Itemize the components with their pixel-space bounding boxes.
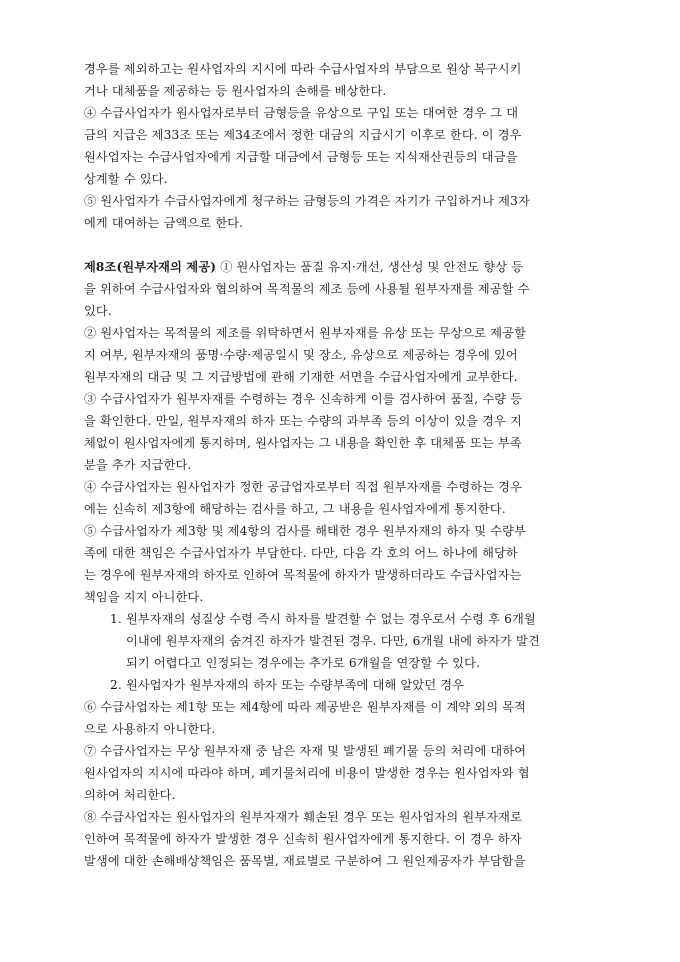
list-item-1-cont: 이내에 원부자재의 숨겨진 하자가 발견된 경우. 다만, 6개월 내에 하자가 발견 <box>126 634 540 648</box>
list-item-1: 1. 원부자재의 성질상 수령 즉시 하자를 발견할 수 없는 경우로서 수령 후 6개월 <box>110 612 536 626</box>
text-line: 지 여부, 원부자재의 품명·수량·제공일시 및 장소, 유상으로 제공하는 경우에 있어 <box>84 348 518 362</box>
text-line: 을 확인한다. 만일, 원부자재의 하자 또는 수량의 과부족 등의 이상이 있을 경우 지 <box>84 414 522 428</box>
text-line: ⑥ 수급사업자는 제1항 또는 제4항에 따라 제공받은 원부자재를 이 계약 외의 목적 <box>84 700 527 714</box>
text-line: 원사업자는 수급사업자에게 지급할 대금에서 금형등 또는 지식재산권등의 대금을 <box>84 150 518 164</box>
list-item-2: 2. 원사업자가 원부자재의 하자 또는 수량부족에 대해 알았던 경우 <box>110 678 465 692</box>
text-line: 있다. <box>84 304 112 318</box>
text-line: 에게 대여하는 금액으로 한다. <box>84 216 244 230</box>
text-line: 의하여 처리한다. <box>84 788 176 802</box>
text-line: ④ 수급사업자가 원사업자로부터 금형등을 유상으로 구입 또는 대여한 경우 그 대 <box>84 106 519 120</box>
list-item-1-cont: 되기 어렵다고 인정되는 경우에는 추가로 6개월을 연장할 수 있다. <box>126 656 481 670</box>
text-line: 경우를 제외하고는 원사업자의 지시에 따라 수급사업자의 부담으로 원상 복구시키 <box>84 62 522 76</box>
text-line: 에는 신속히 제3항에 해당하는 검사를 하고, 그 내용을 원사업자에게 통지한다. <box>84 502 506 516</box>
text-line: ③ 수급사업자가 원부자재를 수령하는 경우 신속하게 이를 검사하여 품질, 수량 등 <box>84 392 523 406</box>
text-line: 원부자재의 대금 및 그 지급방법에 관해 기재한 서면을 수급사업자에게 교부한다. <box>84 370 518 384</box>
text-line: ④ 수급사업자는 원사업자가 정한 공급업자로부터 직접 원부자재를 수령하는 경우 <box>84 480 522 494</box>
paragraph-gap <box>84 234 600 256</box>
article-title: 제8조(원부자재의 제공) <box>84 260 217 274</box>
text-line: ⑧ 수급사업자는 원사업자의 원부자재가 훼손된 경우 또는 원사업자의 원부자재로 <box>84 810 522 824</box>
text-line: 족에 대한 책임은 수급사업자가 부담한다. 다만, 다음 각 호의 어느 하나에 해당하 <box>84 546 518 560</box>
text-line: 원사업자의 지시에 따라야 하며, 폐기물처리에 비용이 발생한 경우는 원사업자와 협 <box>84 766 530 780</box>
text-line: 상계할 수 있다. <box>84 172 168 186</box>
article-heading-line <box>84 256 600 278</box>
article-first-line: ① 원사업자는 품질 유지·개선, 생산성 및 안전도 향상 등 <box>216 260 524 274</box>
text-line: 인하여 목적물에 하자가 발생한 경우 신속히 원사업자에게 통지한다. 이 경우 하자 <box>84 832 522 846</box>
text-line: 을 위하여 수급사업자와 협의하여 목적물의 제조 등에 사용될 원부자재를 제공할 수 <box>84 282 530 296</box>
text-line: ⑤ 수급사업자가 제3항 및 제4항의 검사를 해태한 경우 원부자재의 하자 및 수량부 <box>84 524 527 538</box>
text-line: 으로 사용하지 아니한다. <box>84 722 216 736</box>
text-line: 는 경우에 원부자재의 하자로 인하여 목적물에 하자가 발생하더라도 수급사업자는 <box>84 568 522 582</box>
text-line: 분을 추가 지급한다. <box>84 458 192 472</box>
text-line: ⑦ 수급사업자는 무상 원부자재 중 남은 자재 및 발생된 폐기물 등의 처리에 대하여 <box>84 744 527 758</box>
text-line: 금의 지급은 제33조 또는 제34조에서 정한 대금의 지급시기 이후로 한다. 이 경우 <box>84 128 522 142</box>
text-line: ② 원사업자는 목적물의 제조를 위탁하면서 원부자재를 유상 또는 무상으로 제공할 <box>84 326 527 340</box>
text-line: 발생에 대한 손해배상책임은 품목별, 재료별로 구분하여 그 원인제공자가 부담함을 <box>84 854 526 868</box>
text-line: 책임을 지지 아니한다. <box>84 590 204 604</box>
text-line: 체없이 원사업자에게 통지하며, 원사업자는 그 내용을 확인한 후 대체품 또는 부족 <box>84 436 522 450</box>
text-line: 거나 대체품을 제공하는 등 원사업자의 손해를 배상한다. <box>84 84 387 98</box>
document-page <box>84 58 600 872</box>
text-line: ⑤ 원사업자가 수급사업자에게 청구하는 금형등의 가격은 자기가 구입하거나 제3자 <box>84 194 530 208</box>
